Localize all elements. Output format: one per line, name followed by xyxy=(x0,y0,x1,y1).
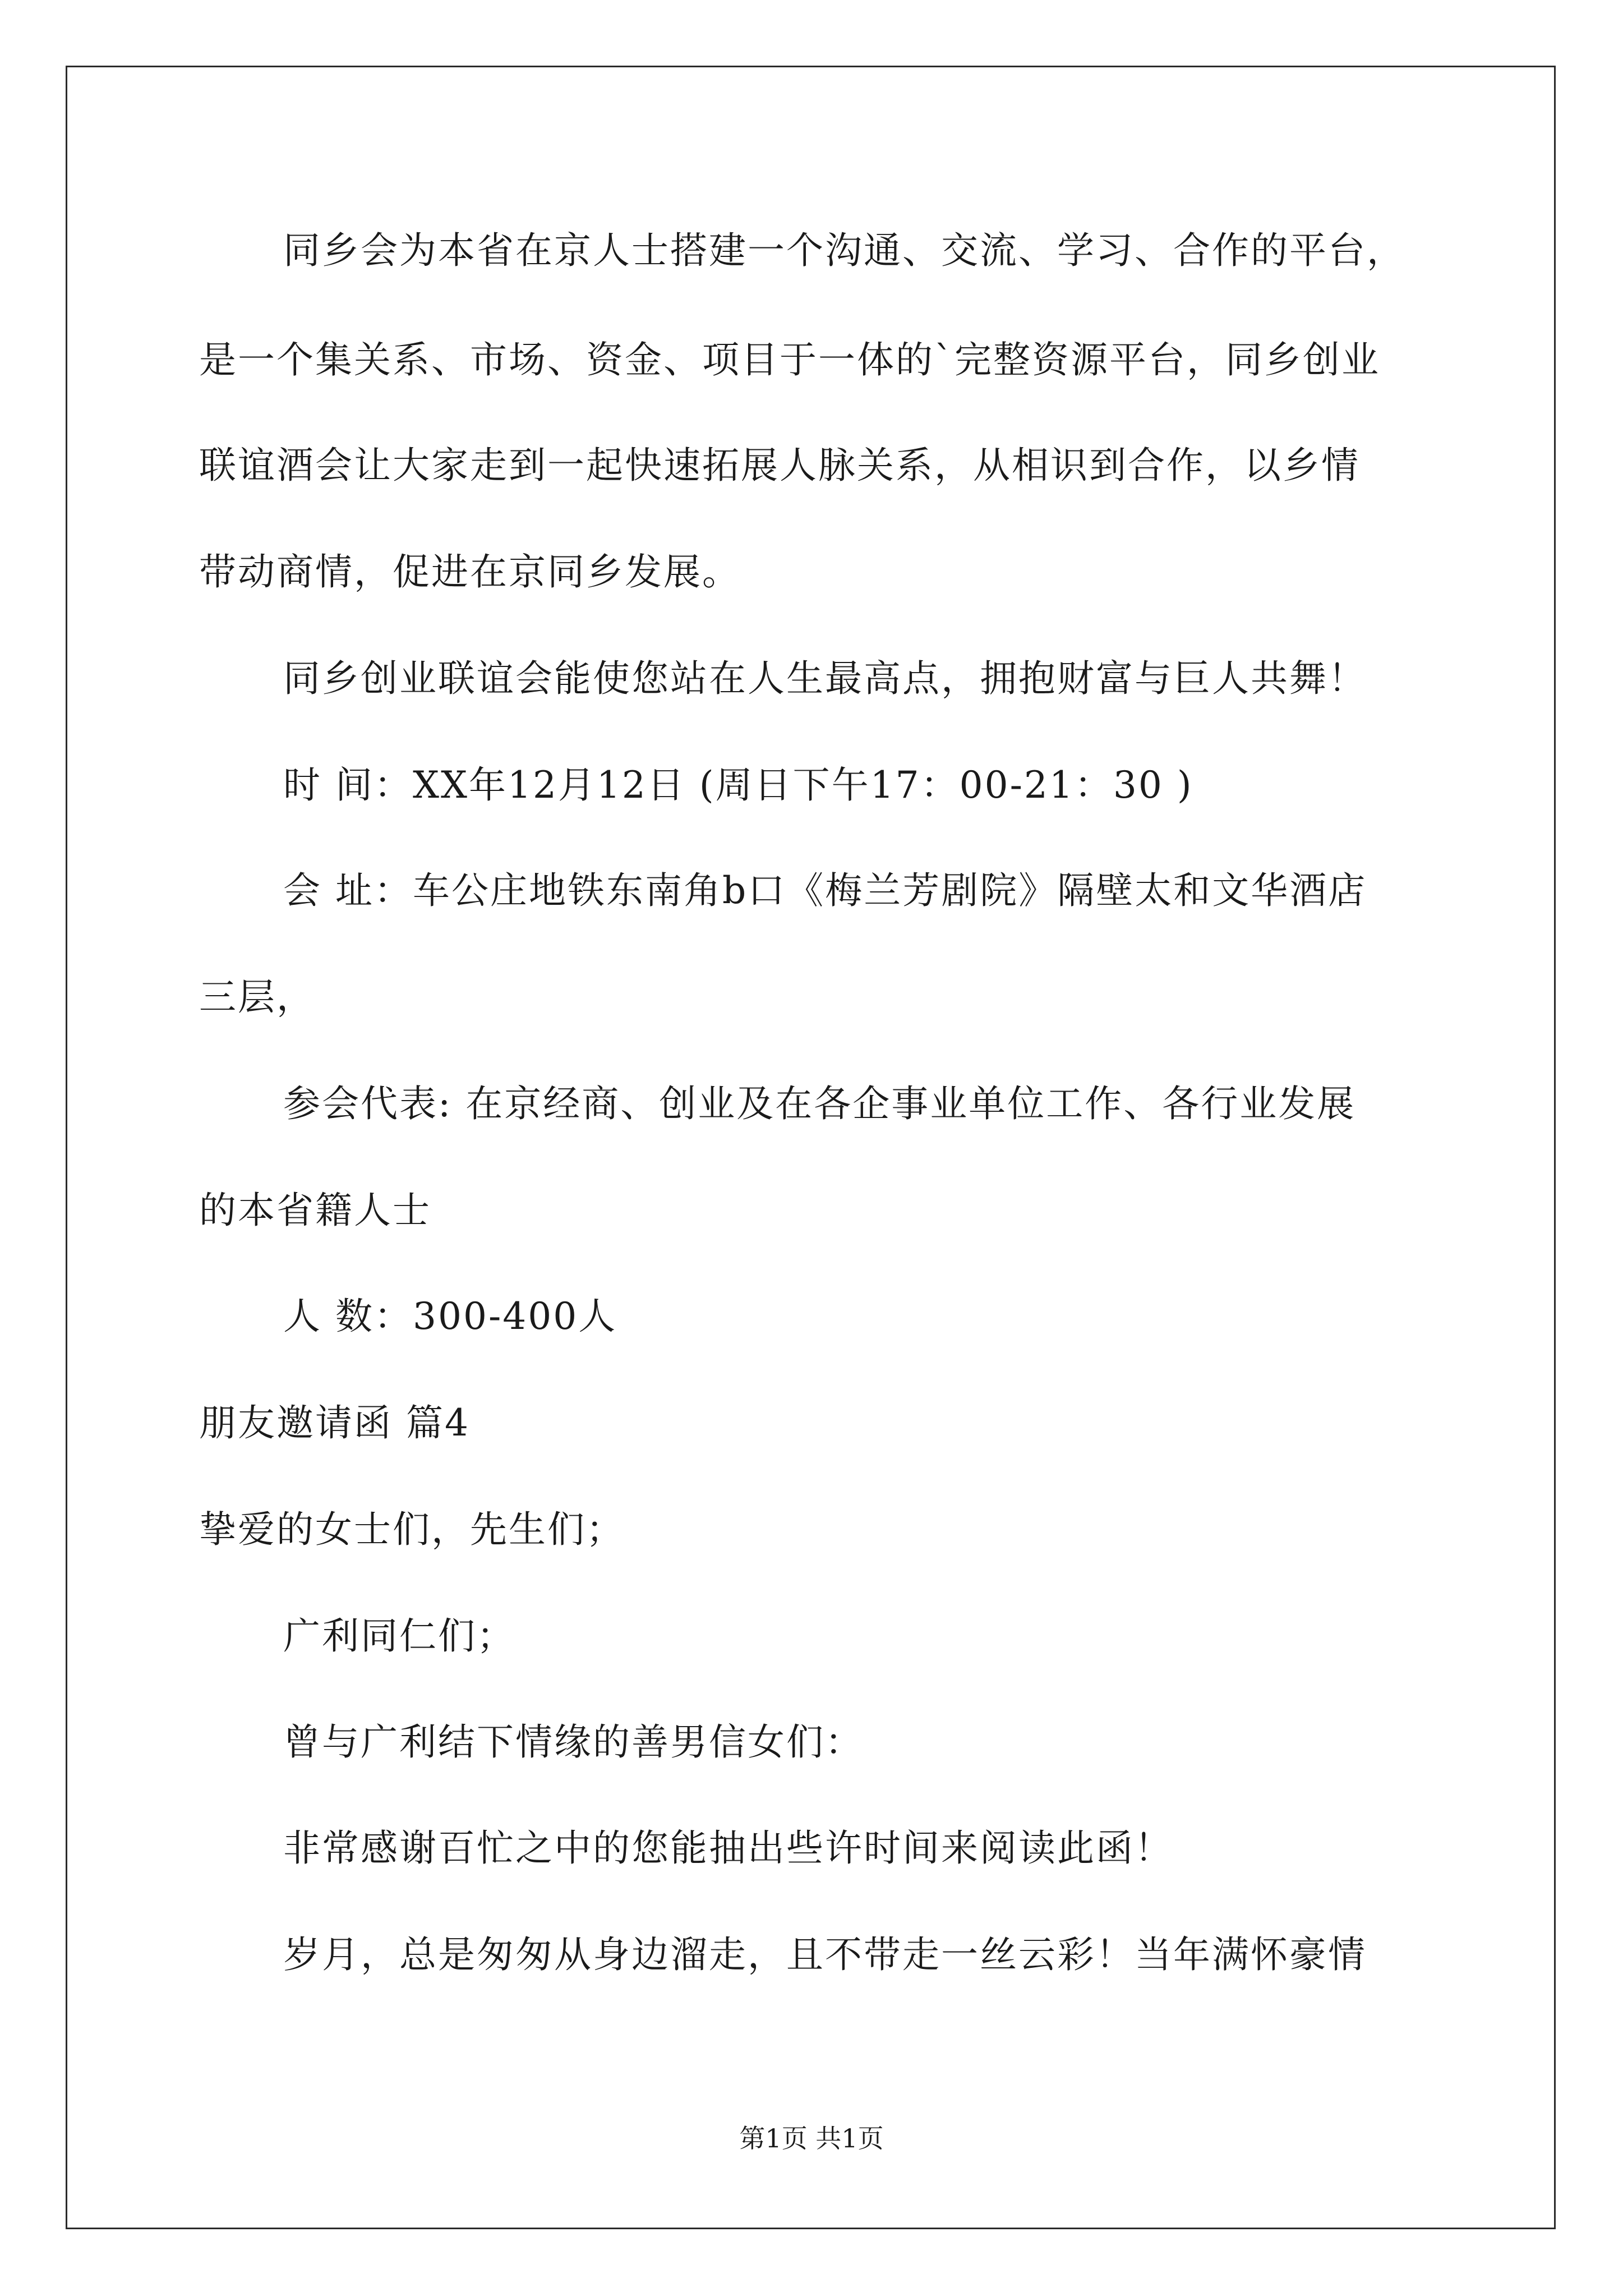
paragraph-line: 同乡创业联谊会能使您站在人生最高点，拥抱财富与巨人共舞！ xyxy=(283,657,1367,700)
paragraph-line: 非常感谢百忙之中的您能抽出些许时间来阅读此函！ xyxy=(283,1826,1173,1870)
paragraph-line: 岁月，总是匆匆从身边溜走，且不带走一丝云彩！当年满怀豪情 xyxy=(283,1933,1367,1976)
time-line: 时 间：XX年12月12日 (周日下午17：00-21：30 ) xyxy=(283,763,1193,807)
headcount-line: 人 数：300-400人 xyxy=(283,1295,617,1338)
paragraph-line: 带动商情，促进在京同乡发展。 xyxy=(199,550,741,593)
page-border xyxy=(66,66,1556,2229)
section-heading: 朋友邀请函 篇4 xyxy=(199,1401,470,1444)
salutation-line: 广利同仁们； xyxy=(283,1614,515,1658)
salutation-line: 曾与广利结下情缘的善男信女们： xyxy=(283,1720,864,1764)
salutation-line: 挚爱的女士们，先生们； xyxy=(199,1508,625,1551)
paragraph-line: 的本省籍人士 xyxy=(199,1189,431,1232)
venue-line: 会 址：车公庄地铁东南角b口《梅兰芳剧院》隔壁太和文华酒店 xyxy=(283,869,1367,912)
attendees-line: 参会代表: 在京经商、创业及在各企事业单位工作、各行业发展 xyxy=(283,1082,1356,1125)
paragraph-line: 同乡会为本省在京人士搭建一个沟通、交流、学习、合作的平台， xyxy=(283,229,1405,272)
page-number-footer: 第1页 共1页 xyxy=(739,2123,884,2154)
paragraph-line: 三层， xyxy=(199,976,315,1019)
paragraph-line: 联谊酒会让大家走到一起快速拓展人脉关系，从相识到合作，以乡情 xyxy=(199,444,1360,487)
paragraph-line: 是一个集关系、市场、资金、项目于一体的`完整资源平台，同乡创业 xyxy=(199,338,1380,381)
